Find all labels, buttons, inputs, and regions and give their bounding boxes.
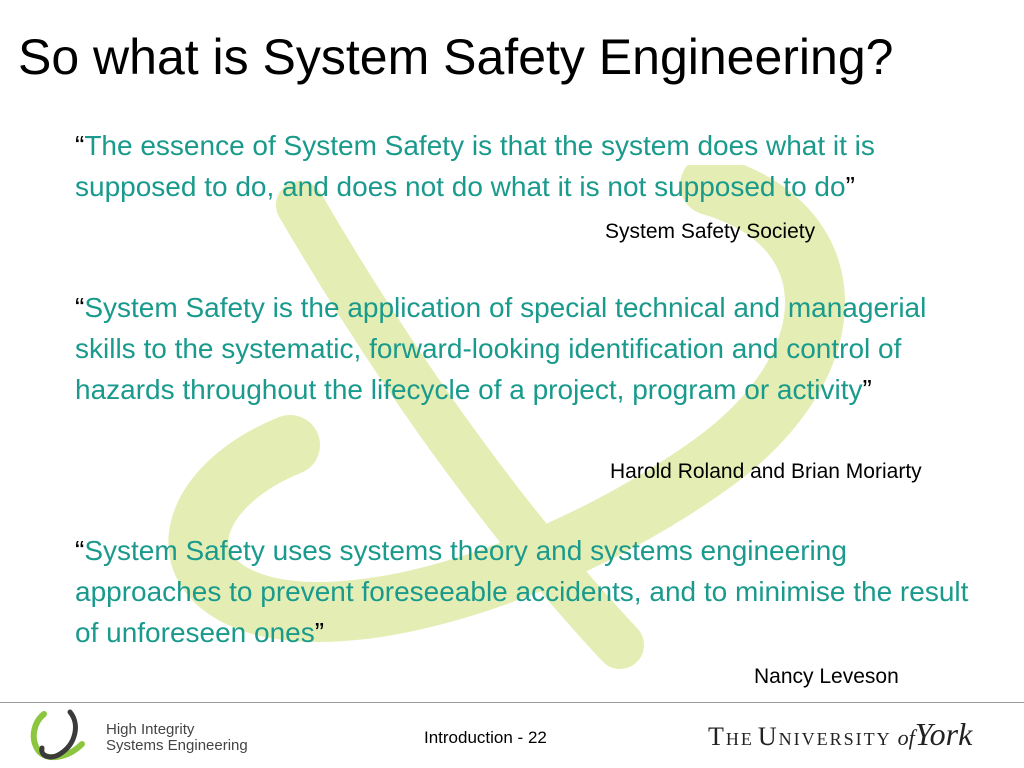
close-quote-mark: ” (845, 171, 855, 202)
quote-text: System Safety uses systems theory and systems engineering approaches to prevent foreseeable accidents, and to minimise the result of unforeseen ones (75, 535, 969, 648)
university-york: York (914, 716, 973, 752)
quote-leveson (75, 530, 975, 653)
university-of-york-logo (708, 716, 972, 753)
university-word: University (757, 722, 892, 751)
open-quote-mark: “ (75, 535, 85, 566)
footer-divider (0, 702, 1024, 703)
quote-system-safety-society (75, 125, 925, 207)
quote-roland-moriarty (75, 287, 980, 410)
close-quote-mark: ” (862, 374, 872, 405)
open-quote-mark: “ (75, 130, 85, 161)
open-quote-mark: “ (75, 292, 85, 323)
quote-text: The essence of System Safety is that the system does what it is supposed to do, and does not do what it is not supposed to do (75, 130, 875, 202)
attribution-system-safety-society: System Safety Society (605, 220, 816, 243)
page-title: So what is System Safety Engineering? (18, 29, 894, 85)
logo-line-2: Systems Engineering (106, 737, 248, 754)
attribution-leveson: Nancy Leveson (754, 665, 899, 688)
quote-text: System Safety is the application of special technical and managerial skills to the systematic, forward-looking identification and control of hazards throughout the lifecycle of a project, program or activity (75, 292, 927, 405)
hise-logo-icon (26, 708, 102, 766)
slide-footer-label: Introduction - 22 (424, 728, 547, 747)
hise-logo-text (106, 722, 248, 754)
logo-line-1: High Integrity (106, 721, 195, 738)
university-the: The (708, 722, 754, 751)
university-of: of (897, 725, 915, 750)
attribution-roland-moriarty: Harold Roland and Brian Moriarty (610, 460, 922, 483)
close-quote-mark: ” (314, 617, 325, 648)
